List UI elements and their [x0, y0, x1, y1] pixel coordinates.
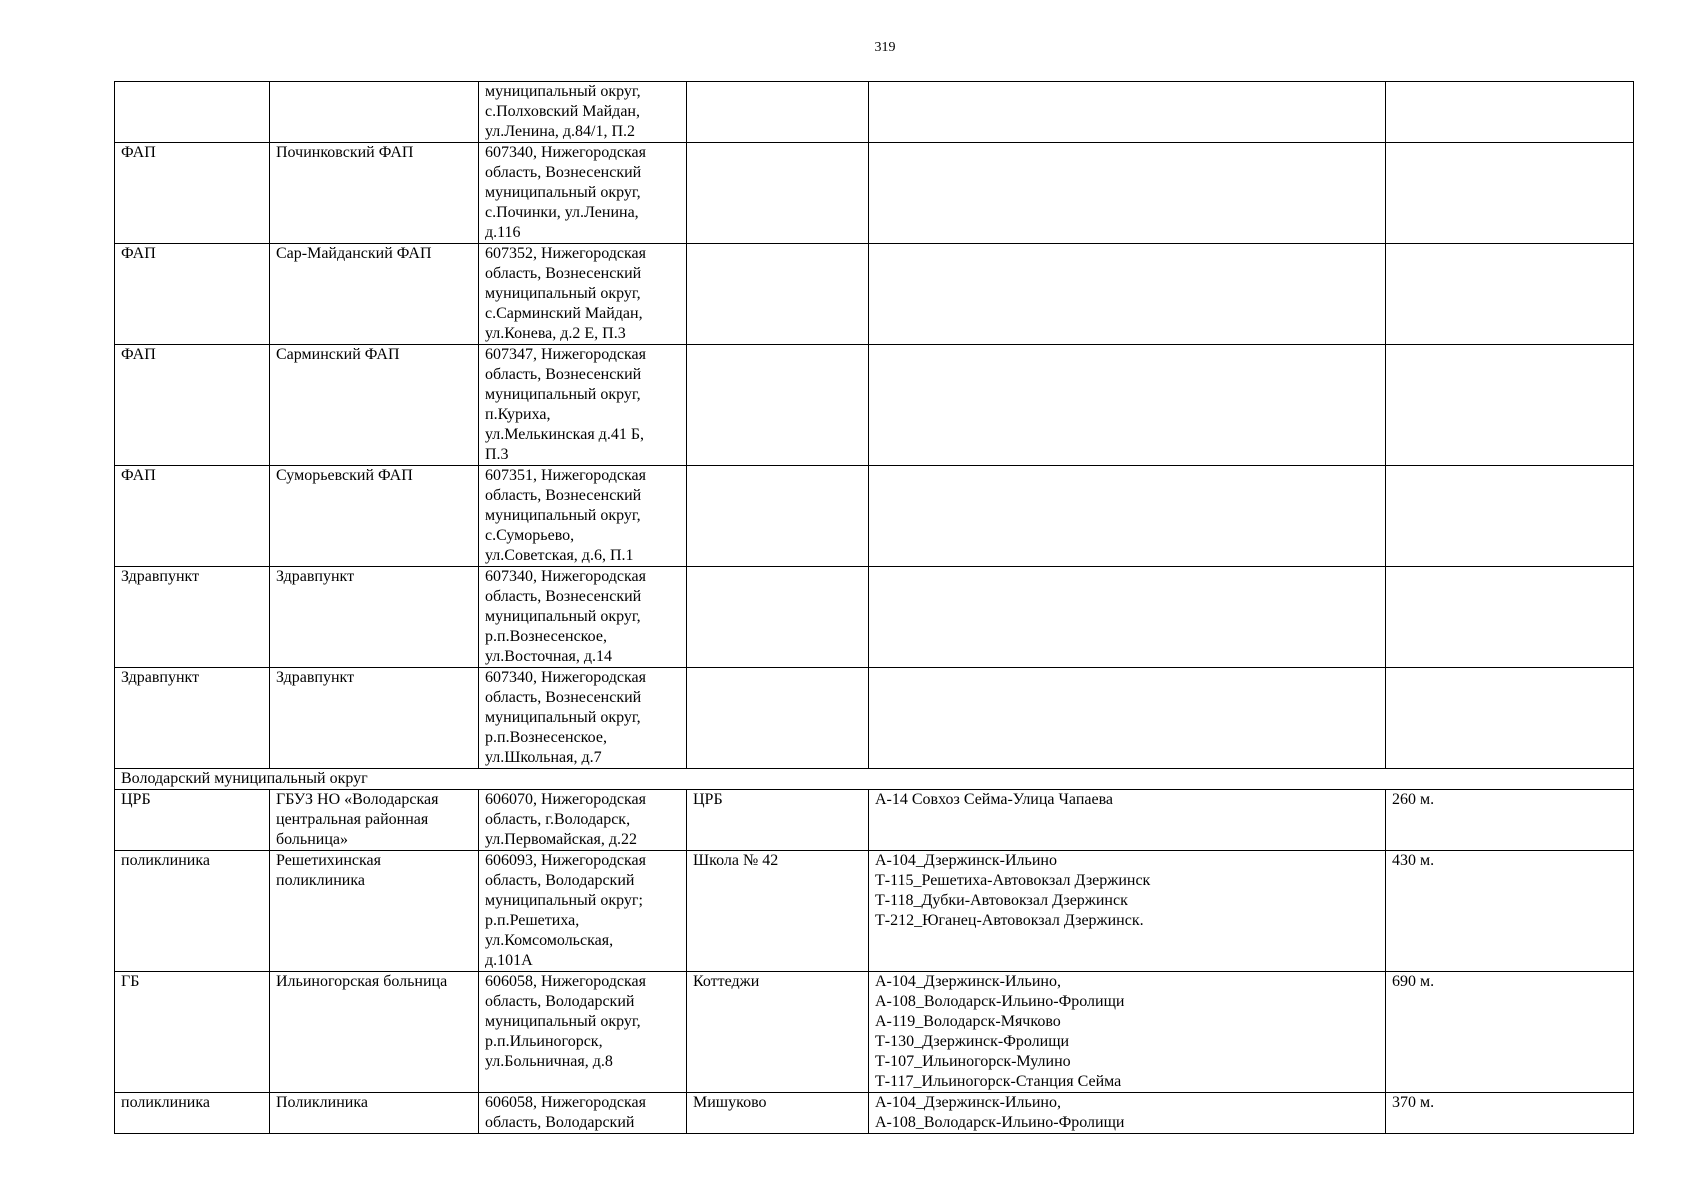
distance-cell: 430 м. — [1386, 851, 1634, 972]
distance-cell: 370 м. — [1386, 1093, 1634, 1134]
distance-cell: 690 м. — [1386, 972, 1634, 1093]
distance-cell — [1386, 345, 1634, 466]
distance-cell — [1386, 567, 1634, 668]
stop-name-cell — [687, 466, 869, 567]
routes-cell: А-104_Дзержинск-Ильино, А-108_Володарск-Ильино-Фролищи А-119_Володарск-Мячково Т-130_Дзержинск-Фролищи Т-107_Ильиногорск-Мулино Т-117_Ильиногорск-Станция Сейма — [869, 972, 1386, 1093]
routes-cell — [869, 244, 1386, 345]
facility-name-cell: Решетихинская поликлиника — [270, 851, 479, 972]
stop-name-cell: Мишуково — [687, 1093, 869, 1134]
stop-name-cell — [687, 244, 869, 345]
address-cell: 606070, Нижегородская область, г.Володарск, ул.Первомайская, д.22 — [479, 790, 687, 851]
facility-name-cell: ГБУЗ НО «Володарская центральная районная больница» — [270, 790, 479, 851]
table-row — [115, 851, 1634, 972]
facility-name-cell — [270, 82, 479, 143]
table-row — [115, 972, 1634, 1093]
facility-type-cell — [115, 82, 270, 143]
facility-type-cell: ФАП — [115, 345, 270, 466]
facility-type-cell: Здравпункт — [115, 567, 270, 668]
distance-cell — [1386, 82, 1634, 143]
stop-name-cell — [687, 82, 869, 143]
stop-name-cell — [687, 143, 869, 244]
distance-cell: 260 м. — [1386, 790, 1634, 851]
stop-name-cell — [687, 345, 869, 466]
stop-name-cell: ЦРБ — [687, 790, 869, 851]
routes-cell: А-104_Дзержинск-Ильино, А-108_Володарск-Ильино-Фролищи — [869, 1093, 1386, 1134]
facility-type-cell: поликлиника — [115, 1093, 270, 1134]
facility-type-cell: ФАП — [115, 244, 270, 345]
table-row — [115, 567, 1634, 668]
facility-name-cell: Починковский ФАП — [270, 143, 479, 244]
facility-name-cell: Суморьевский ФАП — [270, 466, 479, 567]
facility-type-cell: поликлиника — [115, 851, 270, 972]
stop-name-cell — [687, 668, 869, 769]
routes-cell — [869, 466, 1386, 567]
facility-type-cell: ЦРБ — [115, 790, 270, 851]
facility-type-cell: Здравпункт — [115, 668, 270, 769]
table-row — [115, 345, 1634, 466]
distance-cell — [1386, 244, 1634, 345]
routes-cell: А-14 Совхоз Сейма-Улица Чапаева — [869, 790, 1386, 851]
facility-type-cell: ГБ — [115, 972, 270, 1093]
table-row — [115, 82, 1634, 143]
address-cell: 607347, Нижегородская область, Вознесенский муниципальный округ, п.Куриха, ул.Мелькинская д.41 Б, П.3 — [479, 345, 687, 466]
address-cell: 607340, Нижегородская область, Вознесенский муниципальный округ, с.Починки, ул.Ленина, д.116 — [479, 143, 687, 244]
stop-name-cell — [687, 567, 869, 668]
routes-cell — [869, 345, 1386, 466]
section-header-cell: Володарский муниципальный округ — [115, 769, 1634, 790]
routes-cell — [869, 567, 1386, 668]
facility-name-cell: Ильиногорская больница — [270, 972, 479, 1093]
address-cell: 606058, Нижегородская область, Володарский муниципальный округ, р.п.Ильиногорск, ул.Больничная, д.8 — [479, 972, 687, 1093]
stop-name-cell: Школа № 42 — [687, 851, 869, 972]
table-row — [115, 1093, 1634, 1134]
table-row — [115, 466, 1634, 567]
facilities-table — [114, 81, 1634, 1134]
address-cell: 607352, Нижегородская область, Вознесенский муниципальный округ, с.Сарминский Майдан, ул.Конева, д.2 Е, П.3 — [479, 244, 687, 345]
address-cell: 606093, Нижегородская область, Володарский муниципальный округ; р.п.Решетиха, ул.Комсомольская, д.101А — [479, 851, 687, 972]
distance-cell — [1386, 143, 1634, 244]
facility-type-cell: ФАП — [115, 466, 270, 567]
page-number: 319 — [874, 40, 896, 55]
distance-cell — [1386, 668, 1634, 769]
routes-cell: А-104_Дзержинск-Ильино Т-115_Решетиха-Автовокзал Дзержинск Т-118_Дубки-Автовокзал Дзержинск Т-212_Юганец-Автовокзал Дзержинск. — [869, 851, 1386, 972]
facility-name-cell: Сар-Майданский ФАП — [270, 244, 479, 345]
routes-cell — [869, 668, 1386, 769]
table-row — [115, 143, 1634, 244]
address-cell: 607340, Нижегородская область, Вознесенский муниципальный округ, р.п.Вознесенское, ул.Восточная, д.14 — [479, 567, 687, 668]
distance-cell — [1386, 466, 1634, 567]
stop-name-cell: Коттеджи — [687, 972, 869, 1093]
address-cell: муниципальный округ, с.Полховский Майдан, ул.Ленина, д.84/1, П.2 — [479, 82, 687, 143]
table-row — [115, 790, 1634, 851]
section-header-row — [115, 769, 1634, 790]
routes-cell — [869, 143, 1386, 244]
facility-name-cell: Сарминский ФАП — [270, 345, 479, 466]
address-cell: 607340, Нижегородская область, Вознесенский муниципальный округ, р.п.Вознесенское, ул.Школьная, д.7 — [479, 668, 687, 769]
address-cell: 607351, Нижегородская область, Вознесенский муниципальный округ, с.Суморьево, ул.Советская, д.6, П.1 — [479, 466, 687, 567]
facility-name-cell: Здравпункт — [270, 668, 479, 769]
table-row — [115, 244, 1634, 345]
routes-cell — [869, 82, 1386, 143]
facility-name-cell: Поликлиника — [270, 1093, 479, 1134]
facility-type-cell: ФАП — [115, 143, 270, 244]
facility-name-cell: Здравпункт — [270, 567, 479, 668]
address-cell: 606058, Нижегородская область, Володарский — [479, 1093, 687, 1134]
table-row — [115, 668, 1634, 769]
